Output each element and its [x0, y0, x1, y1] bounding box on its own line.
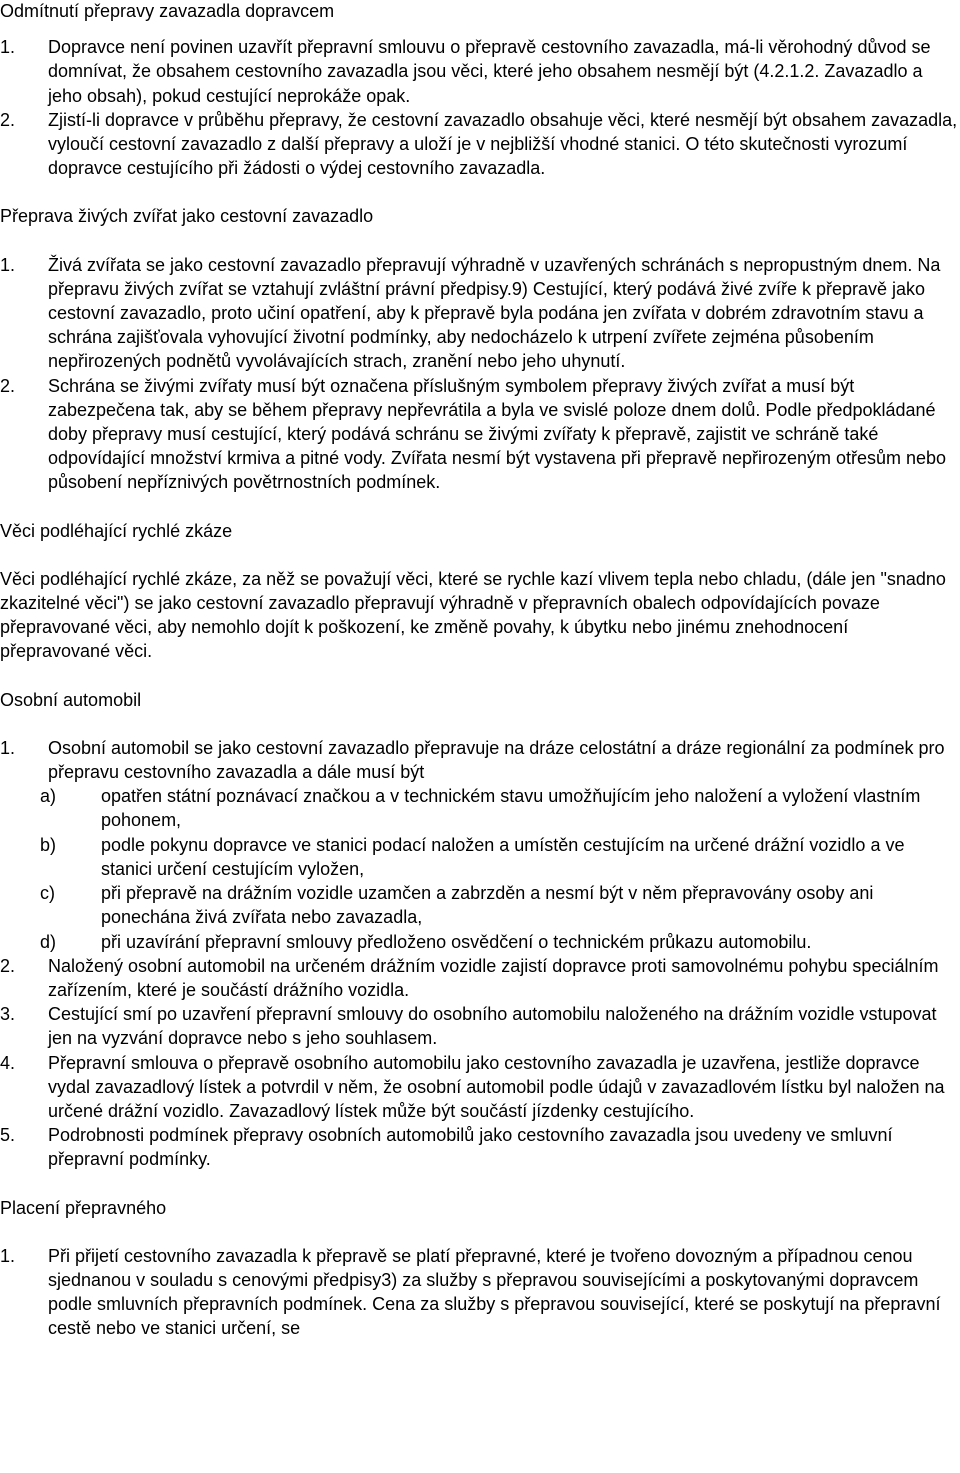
item-text: Podrobnosti podmínek přepravy osobních automobilů jako cestovního zavazadla jsou uvedeny ve smluvní přepravní podmínky. — [48, 1125, 893, 1170]
item-text: Cestující smí po uzavření přepravní smlouvy do osobního automobilu naloženého na drážním vozidle vstupovat jen na vyzvání dopravce nebo s jeho souhlasem. — [48, 1004, 937, 1049]
numbered-list — [0, 1244, 958, 1341]
item-number: 5. — [0, 1125, 16, 1146]
item-letter: a) — [40, 786, 57, 807]
item-number: 2. — [0, 955, 16, 976]
sublist-item — [40, 784, 958, 832]
list-item — [0, 108, 958, 181]
item-text: Dopravce není povinen uzavřít přepravní smlouvu o přepravě cestovního zavazadla, má-li věrohodný důvod se domnívat, že obsahem cestovního zavazadla jsou věci, které jeho obsahem nesmějí být (4.2.1.2. Zavazadlo a jeho obsah), pokud cestující neprokáže opak. — [48, 37, 931, 106]
item-number: 4. — [0, 1052, 16, 1073]
section-odmitnuti-prepravy — [0, 0, 958, 180]
list-item — [0, 1051, 958, 1124]
section-heading: Osobní automobil — [0, 689, 142, 710]
item-text: Naložený osobní automobil na určeném drážním vozidle zajistí dopravce proti samovolnému pohybu speciálním zařízením, které je součástí drážního vozidla. — [48, 955, 939, 1000]
lettered-sublist — [40, 784, 958, 953]
numbered-list — [0, 253, 958, 495]
list-item — [0, 253, 958, 374]
item-letter: c) — [40, 883, 55, 904]
list-item — [0, 1244, 958, 1341]
section-placeni-prepravneho — [0, 1196, 958, 1341]
sublist-item — [40, 930, 958, 954]
section-heading: Přeprava živých zvířat jako cestovní zavazadlo — [0, 206, 374, 227]
section-preprava-zvirat — [0, 204, 958, 494]
item-letter: b) — [40, 834, 57, 855]
list-item — [0, 374, 958, 495]
section-heading: Věci podléhající rychlé zkáze — [0, 520, 233, 541]
section-paragraph: Věci podléhající rychlé zkáze, za něž se považují věci, které se rychle kazí vlivem tepla nebo chladu, (dále jen "snadno zkazitelné věci") se jako cestovní zavazadlo přepravují výhradně v přepravních obalech odpovídajících povaze přepravované věci, aby nemohlo dojít k poškození, ke změně povahy, k úbytku nebo jinému znehodnocení přepravované věci. — [0, 568, 946, 662]
item-text: Zjistí-li dopravce v průběhu přepravy, že cestovní zavazadlo obsahuje věci, které nesmějí být obsahem zavazadla, vyloučí cestovní zavazadlo z další přepravy a uloží je v nejbližší vhodné stanici. O této skutečnosti vyrozumí dopravce cestujícího při žádosti o výdej cestovního zavazadla. — [48, 109, 958, 179]
item-number: 1. — [0, 37, 16, 58]
item-number: 2. — [0, 375, 16, 396]
item-text: Schrána se živými zvířaty musí být označena příslušným symbolem přepravy živých zvířat a musí být zabezpečena tak, aby se během přepravy nepřevrátila a byla ve svislé poloze dnem dolů. Podle předpokládané doby přepravy musí cestující, který podává schránu se živými zvířaty k přepravě, zajistit ve schráně také odpovídající množství krmiva a pitné vody. Zvířata nesmí být vystavena při přepravě nepřirozeným otřesům nebo působení nepříznivých povětrnostních podmínek. — [48, 375, 947, 493]
item-number: 3. — [0, 1004, 16, 1025]
item-text: Při přijetí cestovního zavazadla k přepravě se platí přepravné, které je tvořeno dovozným a případnou cenou sjednanou v souladu s cenovými předpisy3) za služby s přepravou souvisejícími a poskytovanými dopravcem podle smluvních přepravních podmínek. Cena za služby s přepravou související, které se poskytují na přepravní cestě nebo ve stanici určení, se — [48, 1245, 941, 1339]
section-heading: Placení přepravného — [0, 1197, 167, 1218]
item-number: 2. — [0, 109, 16, 130]
item-text: při uzavírání přepravní smlouvy předloženo osvědčení o technickém průkazu automobilu. — [101, 931, 812, 952]
item-text: Přepravní smlouva o přepravě osobního automobilu jako cestovního zavazadla je uzavřena, jestliže dopravce vydal zavazadlový lístek a potvrdil v něm, že osobní automobil podle údajů v zavazadlovém lístku byl naložen na určené drážní vozidlo. Zavazadlový lístek může být součástí jízdenky cestujícího. — [48, 1052, 945, 1121]
item-text: Osobní automobil se jako cestovní zavazadlo přepravuje na dráze celostátní a dráze regionální za podmínek pro přepravu cestovního zavazadla a dále musí být — [48, 737, 945, 783]
list-item — [0, 35, 958, 108]
sublist-item — [40, 833, 958, 881]
section-heading: Odmítnutí přepravy zavazadla dopravcem — [0, 1, 335, 21]
item-number: 1. — [0, 254, 16, 275]
list-item — [0, 1002, 958, 1050]
item-letter: d) — [40, 931, 57, 952]
item-text: podle pokynu dopravce ve stanici podací naložen a umístěn cestujícím na určené drážní vozidlo a ve stanici určení cestujícím vyložen, — [101, 834, 905, 879]
item-text: Živá zvířata se jako cestovní zavazadlo přepravují výhradně v uzavřených schránách s nepropustným dnem. Na přepravu živých zvířat se vztahují zvláštní právní předpisy.9) Cestující, který podává živé zvíře k přepravě jako cestovní zavazadlo, proto učiní opatření, aby k přepravě byla podána jen zvířata v dobrém zdravotním stavu a schrána zajišťovala vyhovující životní podmínky, aby nedocházelo k utrpení zvířete zejména působením nepřirozených podnětů vyvolávajících strach, zranění nebo jeho uhynutí. — [48, 254, 941, 372]
item-number: 1. — [0, 1245, 16, 1266]
item-text: při přepravě na drážním vozidle uzamčen a zabrzděn a nesmí být v něm přepravovány osoby ani ponechána živá zvířata nebo zavazadla, — [101, 883, 874, 928]
numbered-list — [0, 736, 958, 1172]
section-osobni-automobil — [0, 688, 958, 1172]
item-text: opatřen státní poznávací značkou a v technickém stavu umožňujícím jeho naložení a vyložení vlastním pohonem, — [101, 786, 921, 831]
list-item — [0, 736, 958, 954]
list-item — [0, 954, 958, 1002]
list-item — [0, 1123, 958, 1171]
section-veci-podlehajici-zkaze — [0, 519, 958, 664]
sublist-item — [40, 881, 958, 929]
item-number: 1. — [0, 737, 16, 758]
numbered-list — [0, 35, 958, 180]
